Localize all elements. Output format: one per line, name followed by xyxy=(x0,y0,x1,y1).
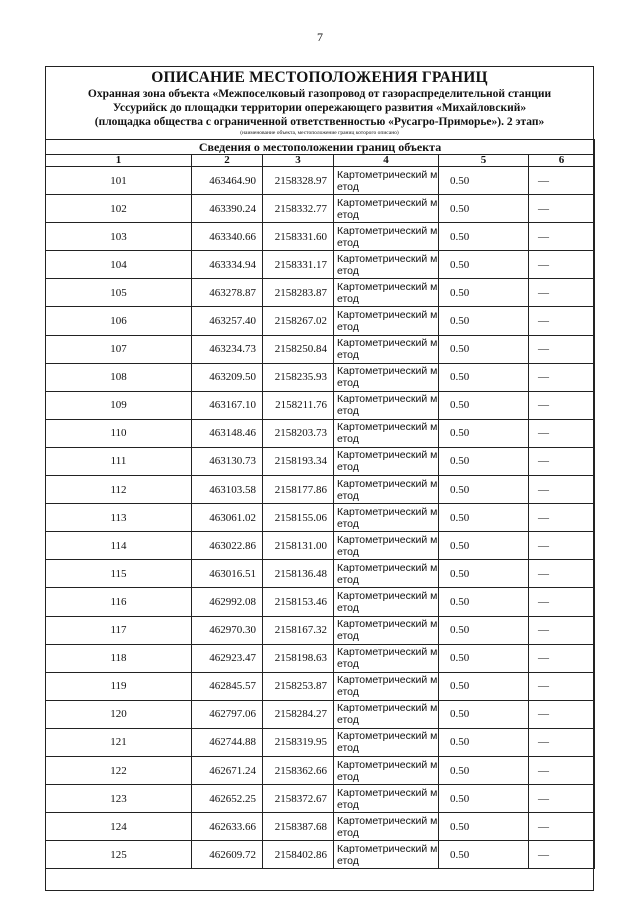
method-cell: Картометрический метод xyxy=(334,672,439,700)
description-cell: — xyxy=(529,251,595,279)
table-row xyxy=(46,588,595,616)
coordinate-x: 463061.02 xyxy=(192,504,263,532)
coordinate-y: 2158372.67 xyxy=(263,785,334,813)
coordinate-x: 462970.30 xyxy=(192,616,263,644)
method-cell: Картометрический метод xyxy=(334,391,439,419)
point-number: 124 xyxy=(46,813,192,841)
column-number: 3 xyxy=(263,155,334,167)
description-cell: — xyxy=(529,728,595,756)
coordinate-y: 2158332.77 xyxy=(263,195,334,223)
accuracy-cell: 0.50 xyxy=(439,532,529,560)
object-name-line-1: Охранная зона объекта «Межпоселковый газопровод от газораспределительной станции xyxy=(87,88,552,100)
table-row xyxy=(46,756,595,784)
table-row xyxy=(46,841,595,869)
point-number: 109 xyxy=(46,391,192,419)
coordinate-y: 2158362.66 xyxy=(263,756,334,784)
description-cell: — xyxy=(529,279,595,307)
accuracy-cell: 0.50 xyxy=(439,700,529,728)
point-number: 119 xyxy=(46,672,192,700)
table-row xyxy=(46,785,595,813)
description-cell: — xyxy=(529,195,595,223)
accuracy-cell: 0.50 xyxy=(439,251,529,279)
coordinate-y: 2158319.95 xyxy=(263,728,334,756)
object-name-line-2: Уссурийск до площадки территории опережающего развития «Михайловский» xyxy=(112,102,527,114)
method-cell: Картометрический метод xyxy=(334,419,439,447)
coordinate-y: 2158177.86 xyxy=(263,476,334,504)
point-number: 117 xyxy=(46,616,192,644)
method-cell: Картометрический метод xyxy=(334,167,439,195)
table-row xyxy=(46,251,595,279)
description-cell: — xyxy=(529,785,595,813)
description-cell: — xyxy=(529,700,595,728)
column-number: 1 xyxy=(46,155,192,167)
table-row xyxy=(46,195,595,223)
method-cell: Картометрический метод xyxy=(334,644,439,672)
accuracy-cell: 0.50 xyxy=(439,813,529,841)
point-number: 104 xyxy=(46,251,192,279)
point-number: 112 xyxy=(46,476,192,504)
coordinate-x: 462671.24 xyxy=(192,756,263,784)
coordinate-x: 462923.47 xyxy=(192,644,263,672)
description-cell: — xyxy=(529,419,595,447)
method-cell: Картометрический метод xyxy=(334,476,439,504)
coordinate-y: 2158203.73 xyxy=(263,419,334,447)
description-cell: — xyxy=(529,476,595,504)
point-number: 118 xyxy=(46,644,192,672)
accuracy-cell: 0.50 xyxy=(439,167,529,195)
accuracy-cell: 0.50 xyxy=(439,363,529,391)
point-number: 116 xyxy=(46,588,192,616)
coordinate-x: 463464.90 xyxy=(192,167,263,195)
accuracy-cell: 0.50 xyxy=(439,672,529,700)
description-cell: — xyxy=(529,391,595,419)
document-title: ОПИСАНИЕ МЕСТОПОЛОЖЕНИЯ ГРАНИЦ xyxy=(151,69,488,86)
method-cell: Картометрический метод xyxy=(334,363,439,391)
object-name-note: (наименование объекта, местоположение границ которого описано) xyxy=(240,130,399,136)
method-cell: Картометрический метод xyxy=(334,588,439,616)
point-number: 111 xyxy=(46,447,192,475)
table-row xyxy=(46,532,595,560)
point-number: 106 xyxy=(46,307,192,335)
coordinate-y: 2158283.87 xyxy=(263,279,334,307)
coordinate-y: 2158193.34 xyxy=(263,447,334,475)
point-number: 103 xyxy=(46,223,192,251)
coordinate-y: 2158387.68 xyxy=(263,813,334,841)
method-cell: Картометрический метод xyxy=(334,335,439,363)
point-number: 114 xyxy=(46,532,192,560)
method-cell: Картометрический метод xyxy=(334,756,439,784)
coordinate-y: 2158328.97 xyxy=(263,167,334,195)
coordinate-y: 2158155.06 xyxy=(263,504,334,532)
table-row xyxy=(46,279,595,307)
method-cell: Картометрический метод xyxy=(334,700,439,728)
coordinate-x: 463148.46 xyxy=(192,419,263,447)
section-title: Сведения о местоположении границ объекта xyxy=(46,140,595,155)
coordinate-x: 463278.87 xyxy=(192,279,263,307)
coordinate-x: 463340.66 xyxy=(192,223,263,251)
table-row xyxy=(46,223,595,251)
coordinate-x: 463130.73 xyxy=(192,447,263,475)
table-row xyxy=(46,476,595,504)
description-cell: — xyxy=(529,307,595,335)
column-number: 2 xyxy=(192,155,263,167)
table-row xyxy=(46,560,595,588)
coordinate-x: 463022.86 xyxy=(192,532,263,560)
point-number: 107 xyxy=(46,335,192,363)
table-row xyxy=(46,813,595,841)
coordinate-x: 463209.50 xyxy=(192,363,263,391)
point-number: 102 xyxy=(46,195,192,223)
coordinate-x: 463103.58 xyxy=(192,476,263,504)
coordinate-x: 462609.72 xyxy=(192,841,263,869)
coordinate-y: 2158402.86 xyxy=(263,841,334,869)
coordinate-y: 2158211.76 xyxy=(263,391,334,419)
description-cell: — xyxy=(529,841,595,869)
description-cell: — xyxy=(529,167,595,195)
method-cell: Картометрический метод xyxy=(334,279,439,307)
column-number: 6 xyxy=(529,155,595,167)
coordinate-x: 462845.57 xyxy=(192,672,263,700)
method-cell: Картометрический метод xyxy=(334,728,439,756)
coordinate-x: 462652.25 xyxy=(192,785,263,813)
column-numbers-row xyxy=(46,155,595,167)
coordinate-y: 2158167.32 xyxy=(263,616,334,644)
accuracy-cell: 0.50 xyxy=(439,504,529,532)
table-row xyxy=(46,700,595,728)
method-cell: Картометрический метод xyxy=(334,251,439,279)
point-number: 120 xyxy=(46,700,192,728)
coordinate-x: 463167.10 xyxy=(192,391,263,419)
point-number: 125 xyxy=(46,841,192,869)
coordinate-x: 463334.94 xyxy=(192,251,263,279)
accuracy-cell: 0.50 xyxy=(439,447,529,475)
coordinate-x: 462992.08 xyxy=(192,588,263,616)
point-number: 121 xyxy=(46,728,192,756)
point-number: 123 xyxy=(46,785,192,813)
point-number: 105 xyxy=(46,279,192,307)
accuracy-cell: 0.50 xyxy=(439,728,529,756)
accuracy-cell: 0.50 xyxy=(439,756,529,784)
coordinate-y: 2158331.17 xyxy=(263,251,334,279)
description-cell: — xyxy=(529,813,595,841)
table-row xyxy=(46,363,595,391)
description-cell: — xyxy=(529,588,595,616)
accuracy-cell: 0.50 xyxy=(439,841,529,869)
coordinate-y: 2158235.93 xyxy=(263,363,334,391)
description-cell: — xyxy=(529,616,595,644)
description-cell: — xyxy=(529,504,595,532)
coordinate-y: 2158136.48 xyxy=(263,560,334,588)
point-number: 108 xyxy=(46,363,192,391)
description-cell: — xyxy=(529,644,595,672)
section-title-row xyxy=(46,140,595,155)
accuracy-cell: 0.50 xyxy=(439,644,529,672)
coordinate-x: 462744.88 xyxy=(192,728,263,756)
description-cell: — xyxy=(529,532,595,560)
accuracy-cell: 0.50 xyxy=(439,391,529,419)
accuracy-cell: 0.50 xyxy=(439,307,529,335)
method-cell: Картометрический метод xyxy=(334,532,439,560)
method-cell: Картометрический метод xyxy=(334,560,439,588)
accuracy-cell: 0.50 xyxy=(439,588,529,616)
coordinate-x: 463390.24 xyxy=(192,195,263,223)
method-cell: Картометрический метод xyxy=(334,841,439,869)
accuracy-cell: 0.50 xyxy=(439,476,529,504)
method-cell: Картометрический метод xyxy=(334,223,439,251)
table-row xyxy=(46,447,595,475)
page-number: 7 xyxy=(317,30,323,44)
accuracy-cell: 0.50 xyxy=(439,785,529,813)
accuracy-cell: 0.50 xyxy=(439,419,529,447)
coordinate-y: 2158198.63 xyxy=(263,644,334,672)
table-row xyxy=(46,616,595,644)
coordinate-y: 2158331.60 xyxy=(263,223,334,251)
table-row xyxy=(46,672,595,700)
method-cell: Картометрический метод xyxy=(334,307,439,335)
document-header xyxy=(45,66,594,142)
point-number: 115 xyxy=(46,560,192,588)
column-number: 4 xyxy=(334,155,439,167)
point-number: 122 xyxy=(46,756,192,784)
table-row xyxy=(46,167,595,195)
description-cell: — xyxy=(529,560,595,588)
description-cell: — xyxy=(529,363,595,391)
point-number: 110 xyxy=(46,419,192,447)
coordinate-x: 462797.06 xyxy=(192,700,263,728)
column-number: 5 xyxy=(439,155,529,167)
method-cell: Картометрический метод xyxy=(334,195,439,223)
boundary-table xyxy=(45,139,595,869)
accuracy-cell: 0.50 xyxy=(439,560,529,588)
coordinate-x: 463257.40 xyxy=(192,307,263,335)
description-cell: — xyxy=(529,335,595,363)
accuracy-cell: 0.50 xyxy=(439,223,529,251)
point-number: 101 xyxy=(46,167,192,195)
accuracy-cell: 0.50 xyxy=(439,279,529,307)
description-cell: — xyxy=(529,447,595,475)
accuracy-cell: 0.50 xyxy=(439,195,529,223)
coordinate-y: 2158284.27 xyxy=(263,700,334,728)
coordinate-x: 463016.51 xyxy=(192,560,263,588)
method-cell: Картометрический метод xyxy=(334,504,439,532)
table-row xyxy=(46,728,595,756)
coordinate-y: 2158267.02 xyxy=(263,307,334,335)
table-row xyxy=(46,335,595,363)
method-cell: Картометрический метод xyxy=(334,785,439,813)
coordinate-x: 463234.73 xyxy=(192,335,263,363)
accuracy-cell: 0.50 xyxy=(439,335,529,363)
description-cell: — xyxy=(529,672,595,700)
coordinate-y: 2158250.84 xyxy=(263,335,334,363)
method-cell: Картометрический метод xyxy=(334,447,439,475)
coordinate-y: 2158131.00 xyxy=(263,532,334,560)
table-row xyxy=(46,391,595,419)
coordinate-x: 462633.66 xyxy=(192,813,263,841)
table-row xyxy=(46,504,595,532)
method-cell: Картометрический метод xyxy=(334,813,439,841)
method-cell: Картометрический метод xyxy=(334,616,439,644)
table-row xyxy=(46,419,595,447)
accuracy-cell: 0.50 xyxy=(439,616,529,644)
coordinate-y: 2158153.46 xyxy=(263,588,334,616)
description-cell: — xyxy=(529,756,595,784)
table-row xyxy=(46,644,595,672)
description-cell: — xyxy=(529,223,595,251)
table-row xyxy=(46,307,595,335)
object-name-line-3: (площадка общества с ограниченной ответственностью «Русагро-Приморье»). 2 этап» xyxy=(94,116,545,128)
point-number: 113 xyxy=(46,504,192,532)
coordinate-y: 2158253.87 xyxy=(263,672,334,700)
